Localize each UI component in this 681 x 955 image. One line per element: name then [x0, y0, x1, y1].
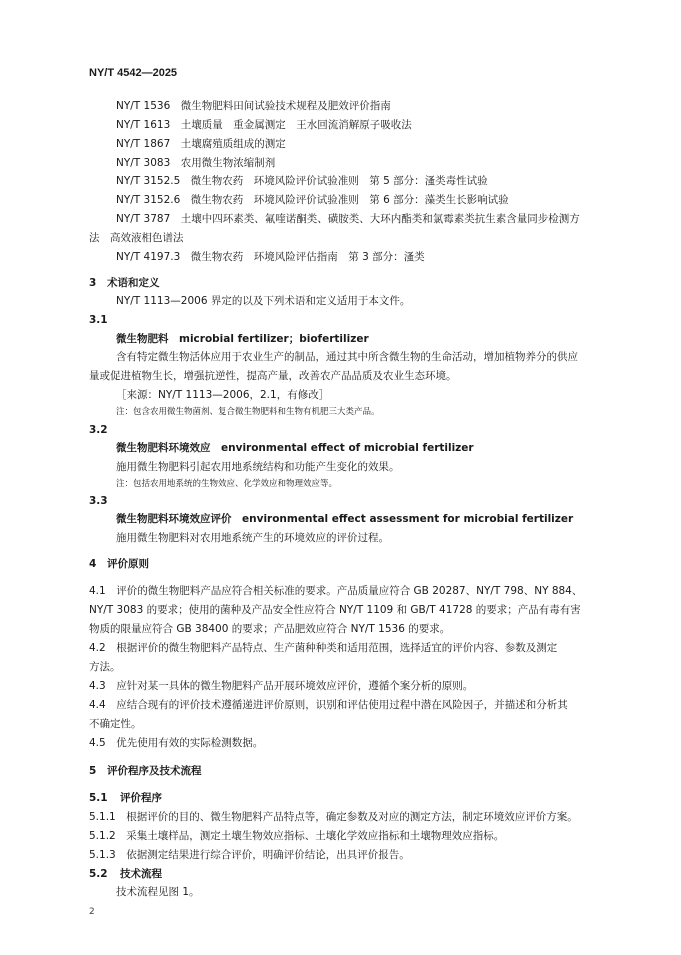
subsection-title: 技术流程 [120, 868, 162, 880]
clause-5-1-2: 5.1.2 采集土壤样品，测定土壤生物效应指标、土壤化学效应指标和土壤物理效应指标。 [89, 830, 505, 842]
term-number: 3.2 [89, 424, 108, 436]
clause-4-4-line: 4.4 应结合现有的评价技术遵循递进评价原则，识别和评估使用过程中潜在风险因子，并描述和分析其 [89, 699, 568, 711]
standard-code: NY/T 4542—2025 [89, 67, 178, 79]
section-number: 5 [89, 765, 97, 777]
term-definition: 施用微生物肥料对农用地系统产生的环境效应的评价过程。 [116, 532, 389, 544]
reference-item: NY/T 1613 土壤质量 重金属测定 王水回流消解原子吸收法 [116, 119, 412, 131]
section-number: 4 [89, 558, 97, 570]
subsection-number: 5.1 [89, 792, 108, 804]
reference-item: NY/T 3083 农用微生物浓缩制剂 [116, 157, 276, 169]
term-definition: 施用微生物肥料引起农用地系统结构和功能产生变化的效果。 [116, 461, 400, 473]
term-note: 注：包括农用地系统的生物效应、化学效应和物理效应等。 [116, 479, 338, 489]
clause-4-1-line: NY/T 3083 的要求；使用的菌种及产品安全性应符合 NY/T 1109 和 GB/T 41728 的要求；产品有毒有害 [89, 604, 581, 616]
page-number: 2 [89, 907, 95, 917]
reference-item: NY/T 1867 土壤腐殖质组成的测定 [116, 138, 286, 150]
clause-5-1-1: 5.1.1 根据评价的目的、微生物肥料产品特点等，确定参数及对应的测定方法，制定环境效应评价方案。 [89, 811, 578, 823]
clause-4-2-line: 4.2 根据评价的微生物肥料产品特点、生产菌种种类和适用范围，选择适宜的评价内容、参数及测定 [89, 642, 558, 654]
term-heading: 微生物肥料环境效应 environmental effect of microbial fertilizer [116, 442, 474, 454]
clause-4-1-line: 4.1 评价的微生物肥料产品应符合相关标准的要求。产品质量应符合 GB 20287、NY/T 798、NY 884、 [89, 585, 583, 597]
section-title: 评价原则 [107, 558, 149, 570]
reference-item: NY/T 3152.6 微生物农药 环境风险评价试验准则 第 6 部分：藻类生长影响试验 [116, 194, 509, 206]
section-number: 3 [89, 277, 97, 289]
reference-item: NY/T 1536 微生物肥料田间试验技术规程及肥效评价指南 [116, 100, 391, 112]
term-number: 3.1 [89, 314, 108, 326]
clause-4-1-line: 物质的限量应符合 GB 38400 的要求；产品肥效应符合 NY/T 1536 的要求。 [89, 623, 451, 635]
clause-5-2: 技术流程见图 1。 [116, 886, 200, 898]
reference-item: NY/T 3152.5 微生物农药 环境风险评价试验准则 第 5 部分：溞类毒性试验 [116, 175, 488, 187]
section-title: 术语和定义 [107, 277, 160, 289]
subsection-title: 评价程序 [120, 792, 162, 804]
section-title: 评价程序及技术流程 [107, 765, 202, 777]
subsection-number: 5.2 [89, 868, 108, 880]
clause-4-5: 4.5 优先使用有效的实际检测数据。 [89, 737, 264, 749]
reference-item: NY/T 3787 土壤中四环素类、氟喹诺酮类、磺胺类、大环内酯类和氯霉素类抗生素含量同步检测方 [116, 213, 580, 225]
term-number: 3.3 [89, 495, 108, 507]
term-heading: 微生物肥料环境效应评价 environmental effect assessment for microbial fertilizer [116, 513, 574, 525]
term-source: ［来源：NY/T 1113—2006，2.1，有修改］ [116, 389, 330, 401]
term-definition-continued: 量或促进植物生长，增强抗逆性，提高产量，改善农产品品质及农业生态环境。 [89, 370, 457, 382]
clause-5-1-3: 5.1.3 依据测定结果进行综合评价，明确评价结论，出具评价报告。 [89, 849, 410, 861]
clause-4-4-line: 不确定性。 [89, 718, 142, 730]
term-heading: 微生物肥料 microbial fertilizer；biofertilizer [116, 333, 369, 345]
section-intro: NY/T 1113—2006 界定的以及下列术语和定义适用于本文件。 [116, 295, 411, 307]
clause-4-2-line: 方法。 [89, 661, 121, 673]
reference-item: NY/T 4197.3 微生物农药 环境风险评估指南 第 3 部分：溞类 [116, 251, 425, 263]
clause-4-3: 4.3 应针对某一具体的微生物肥料产品开展环境效应评价，遵循个案分析的原则。 [89, 680, 474, 692]
term-note: 注：包含农用微生物菌剂、复合微生物肥料和生物有机肥三大类产品。 [116, 407, 380, 417]
term-definition: 含有特定微生物活体应用于农业生产的制品，通过其中所含微生物的生命活动，增加植物养分的供应 [116, 351, 578, 363]
reference-item-continued: 法 高效液相色谱法 [89, 232, 184, 244]
